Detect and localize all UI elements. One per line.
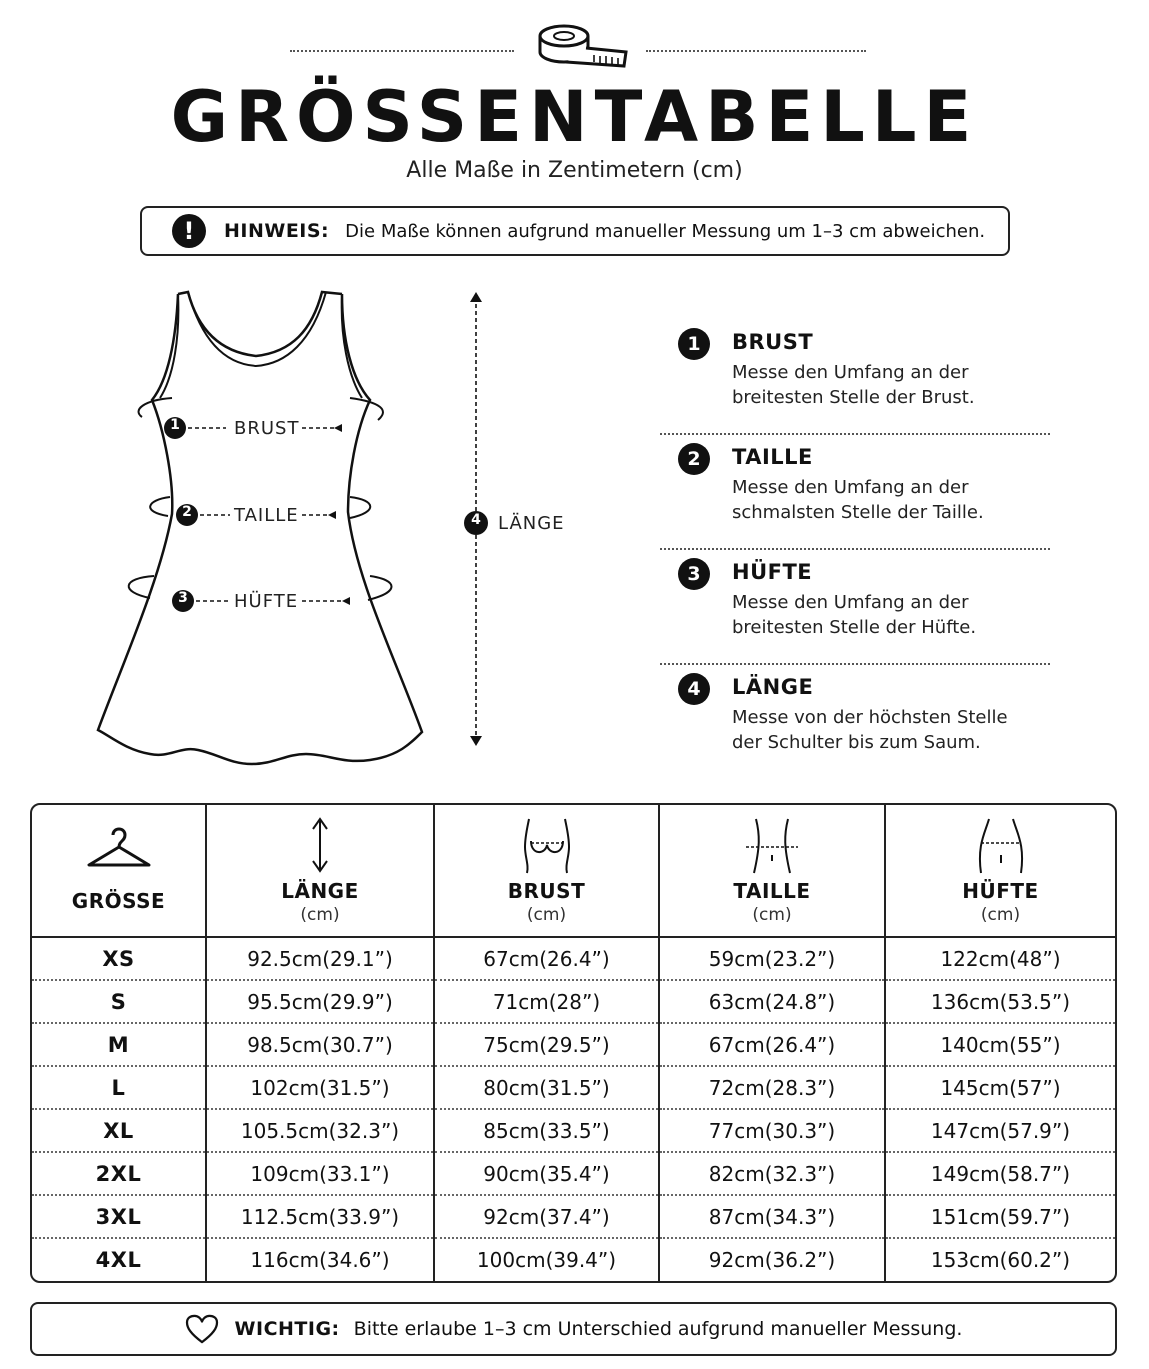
- legend-title: BRUST: [732, 330, 814, 354]
- important-label: WICHTIG:: [234, 1318, 340, 1340]
- legend-title: TAILLE: [732, 445, 813, 469]
- brust-cell: 85cm(33.5”): [434, 1109, 659, 1152]
- header-huefte: [885, 805, 1115, 937]
- brust-cell: 71cm(28”): [434, 980, 659, 1023]
- table-row: [32, 1023, 1115, 1066]
- taille-cell: 92cm(36.2”): [659, 1238, 885, 1281]
- legend-item-taille: [660, 435, 1050, 550]
- legend-description: Messe den Umfang an der breitesten Stelle der Brust.: [732, 362, 975, 408]
- size-table: [30, 803, 1117, 1283]
- page-title: GRÖSSENTABELLE: [170, 76, 979, 158]
- laenge-cell: 98.5cm(30.7”): [206, 1023, 434, 1066]
- diagram-label-taille: TAILLE: [234, 505, 299, 526]
- taille-cell: 67cm(26.4”): [659, 1023, 885, 1066]
- legend-number: 1: [678, 328, 710, 360]
- huefte-cell: 140cm(55”): [885, 1023, 1115, 1066]
- important-text: Bitte erlaube 1–3 cm Unterschied aufgrund manueller Messung.: [353, 1318, 963, 1340]
- size-cell: 4XL: [32, 1238, 206, 1281]
- exclamation-icon: !: [172, 214, 206, 248]
- notice-text: Die Maße können aufgrund manueller Messung um 1–3 cm abweichen.: [345, 220, 986, 242]
- measuring-tape-icon: [536, 22, 628, 72]
- header-taille: [659, 805, 885, 937]
- taille-cell: 77cm(30.3”): [659, 1109, 885, 1152]
- size-cell: 2XL: [32, 1152, 206, 1195]
- header-title: TAILLE: [733, 879, 811, 903]
- table-row: [32, 1066, 1115, 1109]
- diagram-label-brust: BRUST: [234, 418, 300, 439]
- huefte-cell: 147cm(57.9”): [885, 1109, 1115, 1152]
- laenge-cell: 92.5cm(29.1”): [206, 937, 434, 980]
- header-title: LÄNGE: [281, 879, 359, 903]
- legend-title: HÜFTE: [732, 560, 813, 584]
- huefte-cell: 145cm(57”): [885, 1066, 1115, 1109]
- huefte-cell: 149cm(58.7”): [885, 1152, 1115, 1195]
- header-divider-left: [290, 50, 514, 52]
- huefte-cell: 151cm(59.7”): [885, 1195, 1115, 1238]
- size-cell: 3XL: [32, 1195, 206, 1238]
- brust-cell: 67cm(26.4”): [434, 937, 659, 980]
- length-arrow-icon: [305, 815, 335, 875]
- header-title: HÜFTE: [962, 879, 1039, 903]
- table-row: [32, 1152, 1115, 1195]
- legend-description: Messe den Umfang an der schmalsten Stelle der Taille.: [732, 477, 984, 523]
- huefte-cell: 153cm(60.2”): [930, 1248, 1071, 1272]
- dress-diagram: [80, 280, 520, 780]
- taille-cell: 59cm(23.2”): [659, 937, 885, 980]
- size-cell: XS: [32, 937, 206, 980]
- laenge-cell: 116cm(34.6”): [206, 1238, 434, 1281]
- diagram-num-2: 2: [182, 504, 192, 520]
- header-unit: (cm): [752, 905, 792, 925]
- size-cell: L: [32, 1066, 206, 1109]
- diagram-num-4: 4: [471, 512, 481, 528]
- laenge-cell: 95.5cm(29.9”): [206, 980, 434, 1023]
- laenge-cell: 109cm(33.1”): [206, 1152, 434, 1195]
- legend-title: LÄNGE: [732, 675, 814, 699]
- brust-cell: 92cm(37.4”): [434, 1195, 659, 1238]
- header-unit: (cm): [980, 905, 1021, 925]
- table-row: [32, 1195, 1115, 1238]
- taille-cell: 72cm(28.3”): [659, 1066, 885, 1109]
- legend-description: Messe von der höchsten Stelle der Schulter bis zum Saum.: [732, 707, 1008, 753]
- notice-label: HINWEIS:: [224, 220, 330, 242]
- header-laenge: [206, 805, 434, 937]
- hanger-icon: [79, 815, 159, 875]
- brust-cell: 80cm(31.5”): [434, 1066, 659, 1109]
- table-row: [32, 1109, 1115, 1152]
- bust-icon: [517, 815, 577, 875]
- taille-cell: 87cm(34.3”): [659, 1195, 885, 1238]
- diagram-num-3: 3: [178, 590, 188, 606]
- legend-item-laenge: [660, 665, 1050, 780]
- size-cell: M: [32, 1023, 206, 1066]
- legend-number: 2: [678, 443, 710, 475]
- important-note: [30, 1302, 1117, 1356]
- legend-item-huefte: [660, 550, 1050, 665]
- huefte-cell: 136cm(53.5”): [885, 980, 1115, 1023]
- hip-icon: [971, 815, 1031, 875]
- brust-cell: 75cm(29.5”): [434, 1023, 659, 1066]
- legend-number: 4: [678, 673, 710, 705]
- table-row: [32, 980, 1115, 1023]
- header-groesse: [32, 805, 206, 937]
- diagram-label-huefte: HÜFTE: [234, 591, 299, 612]
- taille-cell: 82cm(32.3”): [659, 1152, 885, 1195]
- laenge-cell: 105.5cm(32.3”): [206, 1109, 434, 1152]
- taille-cell: 63cm(24.8”): [659, 980, 885, 1023]
- size-cell: S: [32, 980, 206, 1023]
- laenge-cell: 112.5cm(33.9”): [206, 1195, 434, 1238]
- header-brust: [434, 805, 659, 937]
- measurement-legend: [660, 320, 1050, 780]
- table-header-row: [32, 805, 1115, 937]
- table-row: [32, 1238, 1115, 1281]
- waist-icon: [742, 815, 802, 875]
- legend-item-brust: [660, 320, 1050, 435]
- laenge-cell: 102cm(31.5”): [206, 1066, 434, 1109]
- brust-cell: 100cm(39.4”): [434, 1238, 659, 1281]
- brust-cell: 90cm(35.4”): [434, 1152, 659, 1195]
- heart-icon: [185, 1314, 219, 1344]
- legend-number: 3: [678, 558, 710, 590]
- page-subtitle: Alle Maße in Zentimetern (cm): [406, 158, 743, 183]
- notice-box: [140, 206, 1010, 256]
- legend-description: Messe den Umfang an der breitesten Stelle der Hüfte.: [732, 592, 977, 638]
- size-cell: XL: [32, 1109, 206, 1152]
- table-row: [32, 937, 1115, 980]
- huefte-cell: 122cm(48”): [885, 937, 1115, 980]
- header-title: BRUST: [507, 879, 586, 903]
- header-divider-right: [646, 50, 866, 52]
- header-title: GRÖSSE: [71, 889, 166, 913]
- header-unit: (cm): [526, 905, 567, 925]
- diagram-label-laenge: LÄNGE: [498, 513, 565, 534]
- diagram-num-1: 1: [170, 417, 180, 433]
- header-unit: (cm): [300, 905, 340, 925]
